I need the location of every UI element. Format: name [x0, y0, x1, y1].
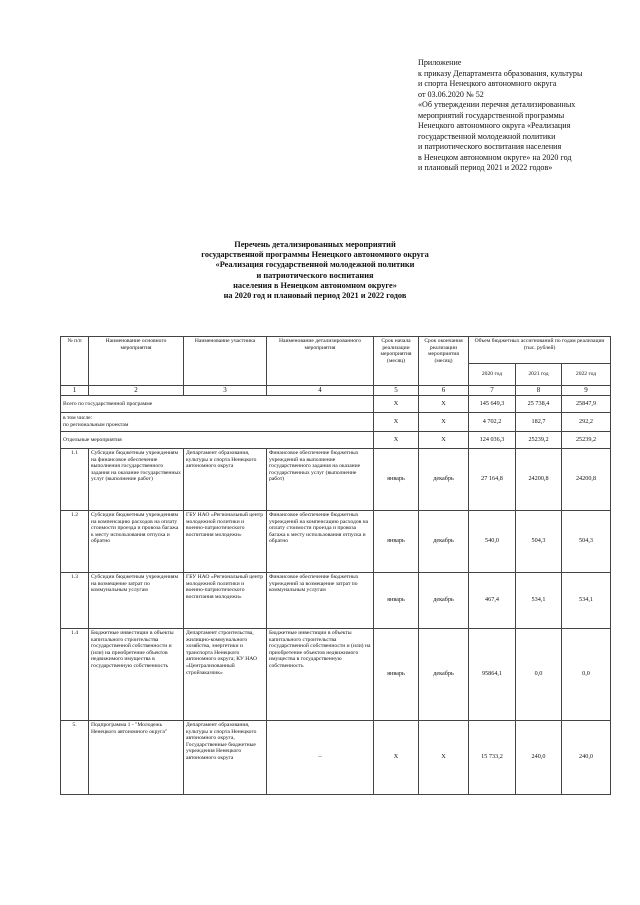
header-2020: 2020 год: [469, 364, 516, 386]
row-start: январь: [374, 629, 419, 721]
summary-2020: 145 649,3: [469, 396, 516, 413]
table-row: [61, 629, 611, 721]
header-detailed: Наименование детализированного мероприятия: [267, 337, 374, 386]
summary-end: X: [419, 432, 469, 449]
row-2021: 534,1: [516, 573, 562, 629]
row-num: 1.3: [61, 573, 89, 629]
row-detailed: –: [267, 721, 374, 795]
row-2022: 504,3: [562, 511, 611, 573]
summary-2020: 124 036,3: [469, 432, 516, 449]
row-2020: 27 164,8: [469, 449, 516, 511]
appendix-line: от 03.06.2020 № 52: [418, 89, 484, 99]
row-event: Субсидии бюджетным учреждениям на финансовое обеспечение выполнения государственного задания на оказание государственных услуг (выполнение работ): [89, 449, 184, 511]
row-start: январь: [374, 573, 419, 629]
table-row: [61, 573, 611, 629]
row-event: Субсидии бюджетным учреждениям на компенсацию расходов на оплату стоимости проезда и провоза багажа к месту использования отпуска и обратно: [89, 511, 184, 573]
row-end: X: [419, 721, 469, 795]
title-line: и патриотического воспитания: [256, 270, 374, 280]
col-number: 7: [469, 386, 516, 396]
row-2022: 240,0: [562, 721, 611, 795]
summary-row-separate: [61, 432, 611, 449]
summary-2021: 25 738,4: [516, 396, 562, 413]
row-2022: 534,1: [562, 573, 611, 629]
row-2020: 95864,1: [469, 629, 516, 721]
header-row: [61, 337, 611, 364]
header-start: Срок начала реализации мероприятия (месяц): [374, 337, 419, 386]
row-detailed: Финансовое обеспечение бюджетных учреждений за возмещение затрат по коммунальным услугам: [267, 573, 374, 629]
row-participant: ГБУ НАО «Региональный центр молодежной политики и военно-патриотического воспитания молодежи»: [184, 573, 267, 629]
row-2021: 504,3: [516, 511, 562, 573]
row-end: декабрь: [419, 629, 469, 721]
title-line: «Реализация государственной молодежной политики: [215, 260, 415, 270]
row-participant: Департамент образования, культуры и спорта Ненецкого автономного округа: [184, 449, 267, 511]
summary-2022: 292,2: [562, 413, 611, 432]
row-detailed: Финансовое обеспечение бюджетных учреждений на выполнение государственного задания на оказание государственных услуг (выполнение работ): [267, 449, 374, 511]
title-line: Перечень детализированных мероприятий: [234, 240, 396, 249]
summary-2022: 25847,9: [562, 396, 611, 413]
row-2021: 0,0: [516, 629, 562, 721]
row-2020: 15 733,2: [469, 721, 516, 795]
row-num: 1.2: [61, 511, 89, 573]
row-2021: 240,0: [516, 721, 562, 795]
header-2022: 2022 год: [562, 364, 611, 386]
header-end: Срок окончания реализации мероприятия (месяц): [419, 337, 469, 386]
summary-row-regional: [61, 413, 611, 432]
col-number: 2: [89, 386, 184, 396]
summary-label: Отдельные мероприятия: [61, 432, 374, 449]
appendix-line: мероприятий государственной программы: [418, 110, 565, 120]
summary-2021: 25239,2: [516, 432, 562, 449]
row-event: Бюджетные инвестиции в объекты капитального строительства государственной собственности и (или) на приобретение объектов недвижимого имущества в государственную собственность: [89, 629, 184, 721]
appendix-line: Ненецкого автономного округа «Реализация: [418, 121, 571, 130]
col-number: 4: [267, 386, 374, 396]
summary-2022: 25239,2: [562, 432, 611, 449]
table-row: [61, 449, 611, 511]
col-number: 6: [419, 386, 469, 396]
summary-2020: 4 702,2: [469, 413, 516, 432]
title-line: государственной программы Ненецкого автономного округа: [201, 250, 429, 260]
appendix-line: Приложение: [418, 58, 462, 67]
measures-table: [60, 336, 611, 795]
header-event: Наименование основного мероприятия: [89, 337, 184, 386]
row-2021: 24200,8: [516, 449, 562, 511]
header-participant: Наименование участника: [184, 337, 267, 386]
header-volume: Объем бюджетных ассигнований по годам реализации (тыс. рублей): [469, 337, 611, 364]
col-number: 1: [61, 386, 89, 396]
appendix-note: [418, 58, 630, 174]
summary-label: Всего по государственной программе: [61, 396, 374, 413]
row-num: 5.: [61, 721, 89, 795]
row-detailed: Бюджетные инвестиции в объекты капитального строительства государственной собственности и (или) на приобретение объектов недвижимого имущества в государственную собственность: [267, 629, 374, 721]
row-2020: 540,0: [469, 511, 516, 573]
document-title: [150, 240, 480, 301]
appendix-line: и спорта Ненецкого автономного округа: [418, 79, 557, 88]
col-number: 8: [516, 386, 562, 396]
row-end: декабрь: [419, 511, 469, 573]
col-number: 9: [562, 386, 611, 396]
row-num: 1.4: [61, 629, 89, 721]
appendix-line: и патриотического воспитания населения: [418, 142, 562, 151]
header-num: № п/п: [61, 337, 89, 386]
row-end: декабрь: [419, 449, 469, 511]
header-2021: 2021 год: [516, 364, 562, 386]
summary-start: X: [374, 413, 419, 432]
row-2022: 0,0: [562, 629, 611, 721]
column-numbers-row: [61, 386, 611, 396]
table-row: [61, 721, 611, 795]
row-2020: 467,4: [469, 573, 516, 629]
row-event: Субсидии бюджетным учреждениям на возмещение затрат по коммунальным услугам: [89, 573, 184, 629]
table-row: [61, 511, 611, 573]
row-detailed: Финансовое обеспечение бюджетных учреждений на компенсацию расходов на оплату стоимости проезда и провоза багажа к месту использования отпуска и обратно: [267, 511, 374, 573]
row-2022: 24200,8: [562, 449, 611, 511]
appendix-line: к приказу Департамента образования, культуры: [418, 68, 583, 78]
summary-2021: 182,7: [516, 413, 562, 432]
title-line: населения в Ненецком автономном округе»: [233, 280, 397, 290]
row-end: декабрь: [419, 573, 469, 629]
title-line: на 2020 год и плановый период 2021 и 2022 годов: [223, 291, 407, 301]
row-start: январь: [374, 449, 419, 511]
summary-end: X: [419, 413, 469, 432]
row-participant: Департамент строительства, жилищно-коммунального хозяйства, энергетики и транспорта Ненецкого автономного округа; КУ НАО «Централизованный стройзаказчик»: [184, 629, 267, 721]
row-start: X: [374, 721, 419, 795]
row-event: Подпрограмма 1 - "Молодежь Ненецкого автономного округа": [89, 721, 184, 795]
summary-start: X: [374, 432, 419, 449]
appendix-line: государственной молодежной политики: [418, 131, 556, 141]
row-participant: Департамент образования, культуры и спорта Ненецкого автономного округа, Государственные бюджетные учреждения Ненецкого автономного округа: [184, 721, 267, 795]
summary-label: в том числе: по региональным проектам: [61, 413, 374, 432]
row-participant: ГБУ НАО «Региональный центр молодежной политики и военно-патриотического воспитания молодежи»: [184, 511, 267, 573]
summary-end: X: [419, 396, 469, 413]
appendix-line: «Об утверждении перечня детализированных: [418, 100, 576, 109]
appendix-line: в Ненецком автономном округе» на 2020 год: [418, 152, 572, 162]
summary-row-total: [61, 396, 611, 413]
col-number: 5: [374, 386, 419, 396]
row-start: январь: [374, 511, 419, 573]
row-num: 1.1: [61, 449, 89, 511]
appendix-line: и плановый период 2021 и 2022 годов»: [418, 163, 553, 172]
summary-start: X: [374, 396, 419, 413]
col-number: 3: [184, 386, 267, 396]
